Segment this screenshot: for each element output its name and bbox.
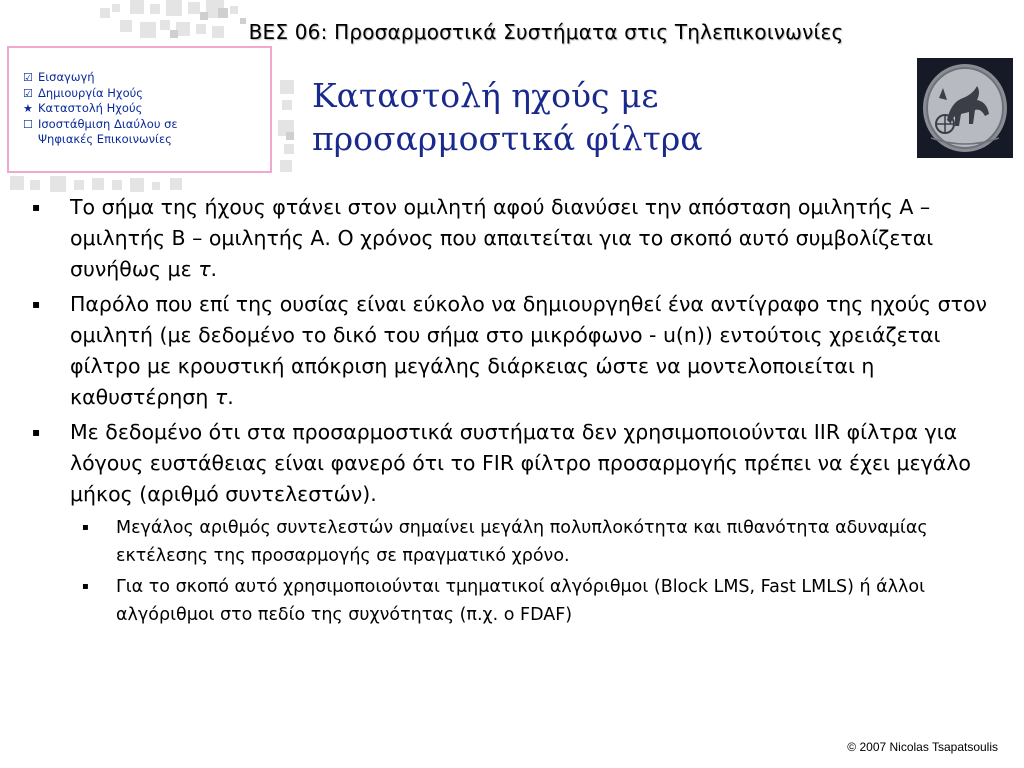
slide-title bbox=[312, 74, 703, 160]
bullet-item bbox=[30, 417, 990, 510]
nav-item-intro[interactable] bbox=[23, 70, 270, 86]
bullet-tail: . bbox=[227, 385, 234, 409]
nav-item-label: Εισαγωγή bbox=[38, 70, 95, 84]
subbullet-square-icon: ▪ bbox=[82, 581, 89, 592]
nav-item-label: Δημιουργία Ηχούς bbox=[38, 85, 144, 100]
checkbox-checked-icon: ☑ bbox=[23, 71, 33, 84]
slide-title-line: Καταστολή ηχούς με bbox=[312, 76, 659, 115]
nav-spacer bbox=[23, 132, 38, 148]
tau-symbol: τ bbox=[214, 385, 228, 409]
nav-item-echo-cancellation[interactable] bbox=[23, 101, 270, 117]
tau-symbol: τ bbox=[198, 257, 211, 281]
bullet-tail: . bbox=[210, 257, 218, 281]
bullet-text-wrap bbox=[70, 289, 990, 413]
bullet-text-wrap bbox=[70, 192, 990, 285]
bullet-text: Το σήμα της ήχους φτάνει στον ομιλητή αφού διανύσει την απόσταση ομιλητής Α – ομιλητής Β – ομιλητής Α. Ο χρόνος που απαιτείται για το σκοπό αυτό συμβολίζεται συνήθως με bbox=[70, 195, 934, 281]
star-icon: ★ bbox=[23, 102, 33, 115]
course-header: ΒΕΣ 06: Προσαρμοστικά Συστήματα στις Τηλεπικοινωνίες bbox=[248, 20, 844, 44]
nav-item-channel-equalization[interactable] bbox=[23, 117, 270, 133]
bullet-item bbox=[30, 289, 990, 413]
bullet-text: Παρόλο που επί της ουσίας είναι εύκολο να δημιουργηθεί ένα αντίγραφο της ηχούς στον ομιλητή (με δεδομένο το δικό του σήμα στο μικρόφωνο - u(n)) εντούτοις χρειάζεται φίλτρο με κρουστική απόκριση μεγάλης διάρκειας ώστε να μοντελοποιείται η καθυστέρηση bbox=[70, 292, 987, 409]
nav-item-label: Ισοστάθμιση Διαύλου σε bbox=[38, 116, 178, 131]
bullet-item bbox=[30, 192, 990, 285]
checkbox-checked-icon: ☑ bbox=[23, 86, 33, 100]
slide-body bbox=[30, 192, 990, 632]
subbullet-text: Μεγάλος αριθμός συντελεστών σημαίνει μεγάλη πολυπλοκότητα και πιθανότητα αδυναμίας εκτέλεσης της προσαρμογής σε πραγματικό χρόνο. bbox=[116, 518, 928, 566]
subbullet-item bbox=[82, 514, 990, 570]
subbullet-text: Για το σκοπό αυτό χρησιμοποιούνται τμηματικοί αλγόριθμοι (Block LMS, Fast LMLS) ή άλλοι αλγόριθμοι στο πεδίο της συχνότητας (π.χ. ο FDAF) bbox=[116, 577, 926, 625]
nav-item-label: Καταστολή Ηχούς bbox=[38, 101, 143, 115]
nav-item-echo-generation[interactable] bbox=[23, 86, 270, 102]
nav-item-channel-equalization-cont[interactable] bbox=[23, 132, 270, 148]
slide-title-line: προσαρμοστικά φίλτρα bbox=[312, 119, 703, 158]
copyright-footer: © 2007 Nicolas Tsapatsoulis bbox=[847, 740, 998, 754]
bullet-square-icon: ▪ bbox=[32, 297, 41, 311]
bullet-square-icon: ▪ bbox=[32, 425, 41, 439]
subbullet-item bbox=[82, 573, 990, 629]
section-navigator bbox=[7, 46, 272, 173]
nav-item-label: Ψηφιακές Επικοινωνίες bbox=[38, 132, 172, 146]
subbullet-square-icon: ▪ bbox=[82, 522, 89, 533]
checkbox-empty-icon: ☐ bbox=[23, 117, 33, 131]
bullet-text: Με δεδομένο ότι στα προσαρμοστικά συστήματα δεν χρησιμοποιούνται IIR φίλτρα για λόγους ευστάθειας είναι φανερό ότι το FIR φίλτρο προσαρμογής πρέπει να έχει μεγάλο μήκος (αριθμό συντελεστών). bbox=[70, 420, 971, 506]
coin-chariot-image bbox=[917, 58, 1013, 158]
bullet-square-icon: ▪ bbox=[32, 200, 41, 214]
